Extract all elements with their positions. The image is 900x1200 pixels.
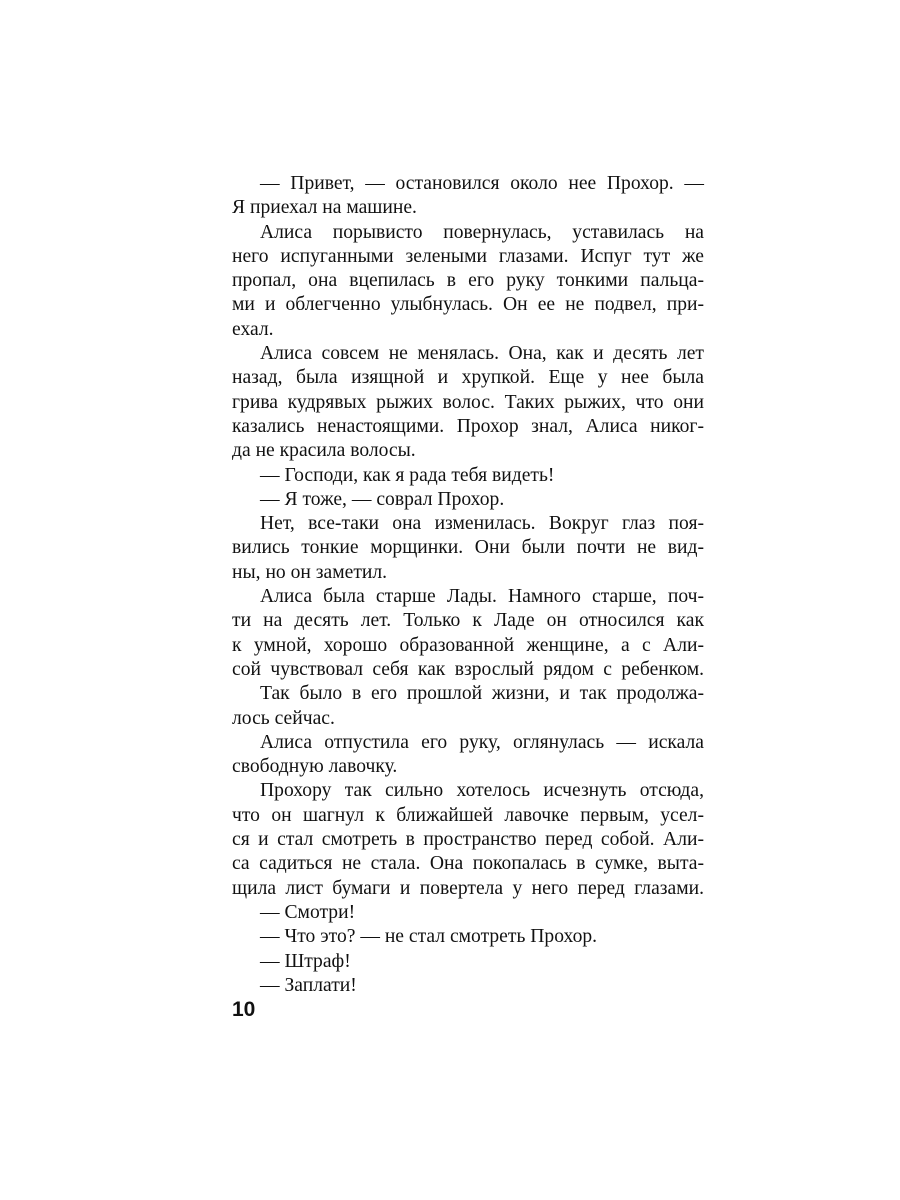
text-line: да не красила волосы.	[232, 440, 416, 462]
text-line: — Смотри!	[260, 901, 356, 923]
text-line: — Заплати!	[260, 974, 357, 996]
text-line: Алиса отпустила его руку, оглянулась — искала	[260, 731, 704, 753]
text-line: Я приехал на машине.	[232, 197, 417, 219]
text-line: Алиса была старше Лады. Намного старше, поч-	[260, 586, 704, 608]
text-line: лось сейчас.	[232, 707, 335, 729]
text-line: вились тонкие морщинки. Они были почти не вид-	[232, 537, 704, 559]
text-line: грива кудрявых рыжих волос. Таких рыжих, что они	[232, 391, 704, 413]
text-line: казались ненастоящими. Прохор знал, Алиса никог-	[232, 415, 704, 437]
text-line: свободную лавочку.	[232, 756, 398, 778]
text-line: к умной, хорошо образованной женщине, а с Али-	[232, 634, 704, 656]
text-line: назад, была изящной и хрупкой. Еще у нее была	[232, 367, 704, 389]
text-line: щила лист бумаги и повертела у него перед глазами.	[232, 877, 704, 899]
text-line: — Господи, как я рада тебя видеть!	[260, 464, 555, 486]
text-line: — Привет, — остановился около нее Прохор. —	[260, 173, 704, 194]
text-line: Нет, все-таки она изменилась. Вокруг глаз поя-	[260, 513, 704, 535]
text-line: Алиса порывисто повернулась, уставилась на	[260, 221, 704, 243]
text-line: ны, но он заметил.	[232, 561, 388, 583]
text-line: сой чувствовал себя как взрослый рядом с ребенком.	[232, 658, 704, 680]
text-line: ти на десять лет. Только к Ладе он относился как	[232, 610, 704, 632]
text-line: Прохору так сильно хотелось исчезнуть отсюда,	[260, 780, 704, 802]
text-line: него испуганными зелеными глазами. Испуг тут же	[232, 245, 704, 267]
text-line: ехал.	[232, 318, 274, 340]
text-line: — Я тоже, — соврал Прохор.	[260, 488, 505, 510]
text-line: Так было в его прошлой жизни, и так продолжа-	[260, 683, 704, 705]
text-line: — Штраф!	[260, 950, 351, 972]
text-line: что он шагнул к ближайшей лавочке первым, усел-	[232, 804, 704, 826]
text-line: ми и облегченно улыбнулась. Он ее не подвел, при-	[232, 294, 704, 316]
text-line: ся и стал смотреть в пространство перед собой. Али-	[232, 829, 704, 851]
text-line: Алиса совсем не менялась. Она, как и десять лет	[260, 343, 704, 365]
page-number: 10	[232, 998, 256, 1021]
body-text	[232, 172, 704, 998]
text-line: пропал, она вцепилась в его руку тонкими пальца-	[232, 270, 704, 292]
text-line: — Что это? — не стал смотреть Прохор.	[260, 926, 598, 948]
text-line: са садиться не стала. Она покопалась в сумке, выта-	[232, 853, 704, 875]
